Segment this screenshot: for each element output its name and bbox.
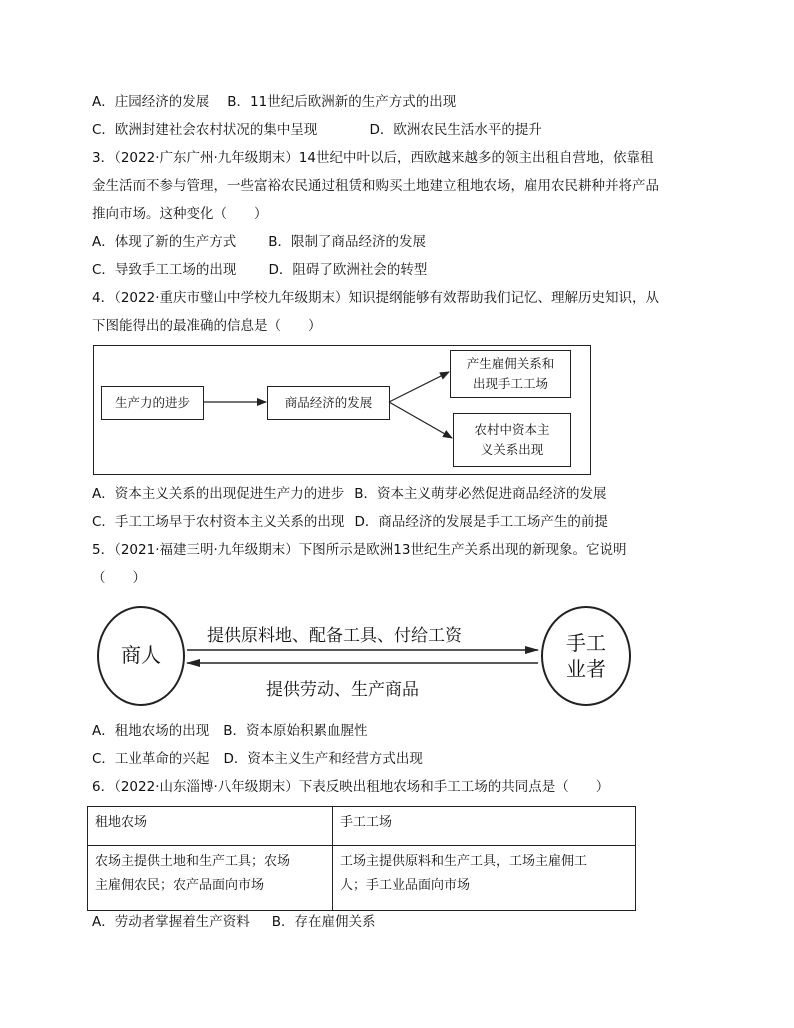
q4-option-b: B．资本主义萌芽必然促进商品经济的发展 (354, 486, 607, 502)
q6-cell-workshop (333, 846, 636, 911)
q4-option-c: C．手工工场早于农村资本主义关系的出现 (92, 514, 345, 530)
q5-stem-line2: （ ） (92, 570, 146, 586)
q5-merchant-label: 商人 (121, 643, 161, 667)
q5-artisan-label (556, 630, 616, 682)
q6-comparison-table (87, 806, 636, 911)
q4-box-productivity-label: 生产力的进步 (114, 395, 190, 410)
q4-box-employment-label-1: 产生雇佣关系和 (466, 356, 555, 371)
q3-option-a: A．体现了新的生产方式 (92, 234, 237, 250)
q4-box-rural-capitalism-label-1: 农村中资本主 (474, 422, 550, 437)
q3-option-d: D．阻碍了欧洲社会的转型 (268, 262, 428, 278)
q6-header-farm: 租地农场 (88, 807, 333, 846)
q5-option-c: C．工业革命的兴起 (92, 751, 210, 767)
q3-option-c: C．导致手工工场的出现 (92, 262, 237, 278)
q3-stem-line2: 金生活而不参与管理，一些富裕农民通过租赁和购买土地建立租地农场，雇用农民耕种并将产品 (92, 178, 659, 194)
q6-options-row1 (92, 913, 376, 931)
q6-cell-workshop-line2: 人；手工业品面向市场 (340, 878, 471, 893)
q4-box-employment-label-2: 出现手工工场 (472, 376, 548, 391)
q5-artisan-label-2: 业者 (566, 657, 606, 681)
q4-stem-line1: 4．（2022·重庆市璧山中学校九年级期末）知识提纲能够有效帮助我们记忆、理解历史知识，从 (92, 290, 659, 306)
q6-option-b: B．存在雇佣关系 (271, 914, 376, 930)
q4-option-a: A．资本主义关系的出现促进生产力的进步 (92, 486, 345, 502)
q6-header-workshop: 手工工场 (333, 807, 636, 846)
q3-stem-line3: 推向市场。这种变化（ ） (92, 206, 268, 222)
q4-box-commodity-economy-label: 商品经济的发展 (284, 395, 373, 410)
q4-option-d: D．商品经济的发展是手工工场产生的前提 (354, 514, 608, 530)
q3-stem-line1: 3．（2022·广东广州·九年级期末）14世纪中叶以后，西欧越来越多的领主出租自营地，依靠租 (92, 150, 654, 166)
q5-bottom-arrow-label: 提供劳动、生产商品 (266, 680, 419, 700)
q6-cell-farm-line2: 主雇佣农民；农产品面向市场 (95, 878, 265, 893)
q5-top-arrow-label: 提供原料地、配备工具、付给工资 (207, 626, 462, 646)
q2-option-b: B．11世纪后欧洲新的生产方式的出现 (227, 94, 457, 110)
table-row (88, 846, 636, 911)
q5-artisan-label-1: 手工 (566, 631, 606, 655)
q5-option-a: A．租地农场的出现 (92, 723, 210, 739)
q2-option-c: C．欧洲封建社会农村状况的集中呈现 (92, 122, 318, 138)
q3-option-b: B．限制了商品经济的发展 (268, 234, 427, 250)
q6-cell-workshop-line1: 工场主提供原料和生产工具，工场主雇佣工 (340, 854, 588, 869)
q6-cell-farm-line1: 农场主提供土地和生产工具；农场 (95, 854, 291, 869)
q5-options-row1 (92, 722, 368, 740)
q4-box-rural-capitalism-label-2: 义关系出现 (480, 442, 544, 457)
q2-option-a: A．庄园经济的发展 (92, 94, 210, 110)
q5-option-d: D．资本主义生产和经营方式出现 (223, 751, 423, 767)
q5-stem-line1: 5．（2021·福建三明·九年级期末）下图所示是欧洲13世纪生产关系出现的新现象。它说明 (92, 542, 627, 558)
q4-stem-line2: 下图能得出的最准确的信息是（ ） (92, 318, 322, 334)
q6-option-a: A．劳动者掌握着生产资料 (92, 914, 250, 930)
table-row (88, 807, 636, 846)
q2-option-d: D．欧洲农民生活水平的提升 (369, 122, 542, 138)
q6-stem-line1: 6．（2022·山东淄博·八年级期末）下表反映出租地农场和手工工场的共同点是（ ） (92, 779, 610, 795)
q6-cell-farm (88, 846, 333, 911)
q5-options-row2 (92, 750, 423, 768)
q5-option-b: B．资本原始积累血腥性 (223, 723, 368, 739)
